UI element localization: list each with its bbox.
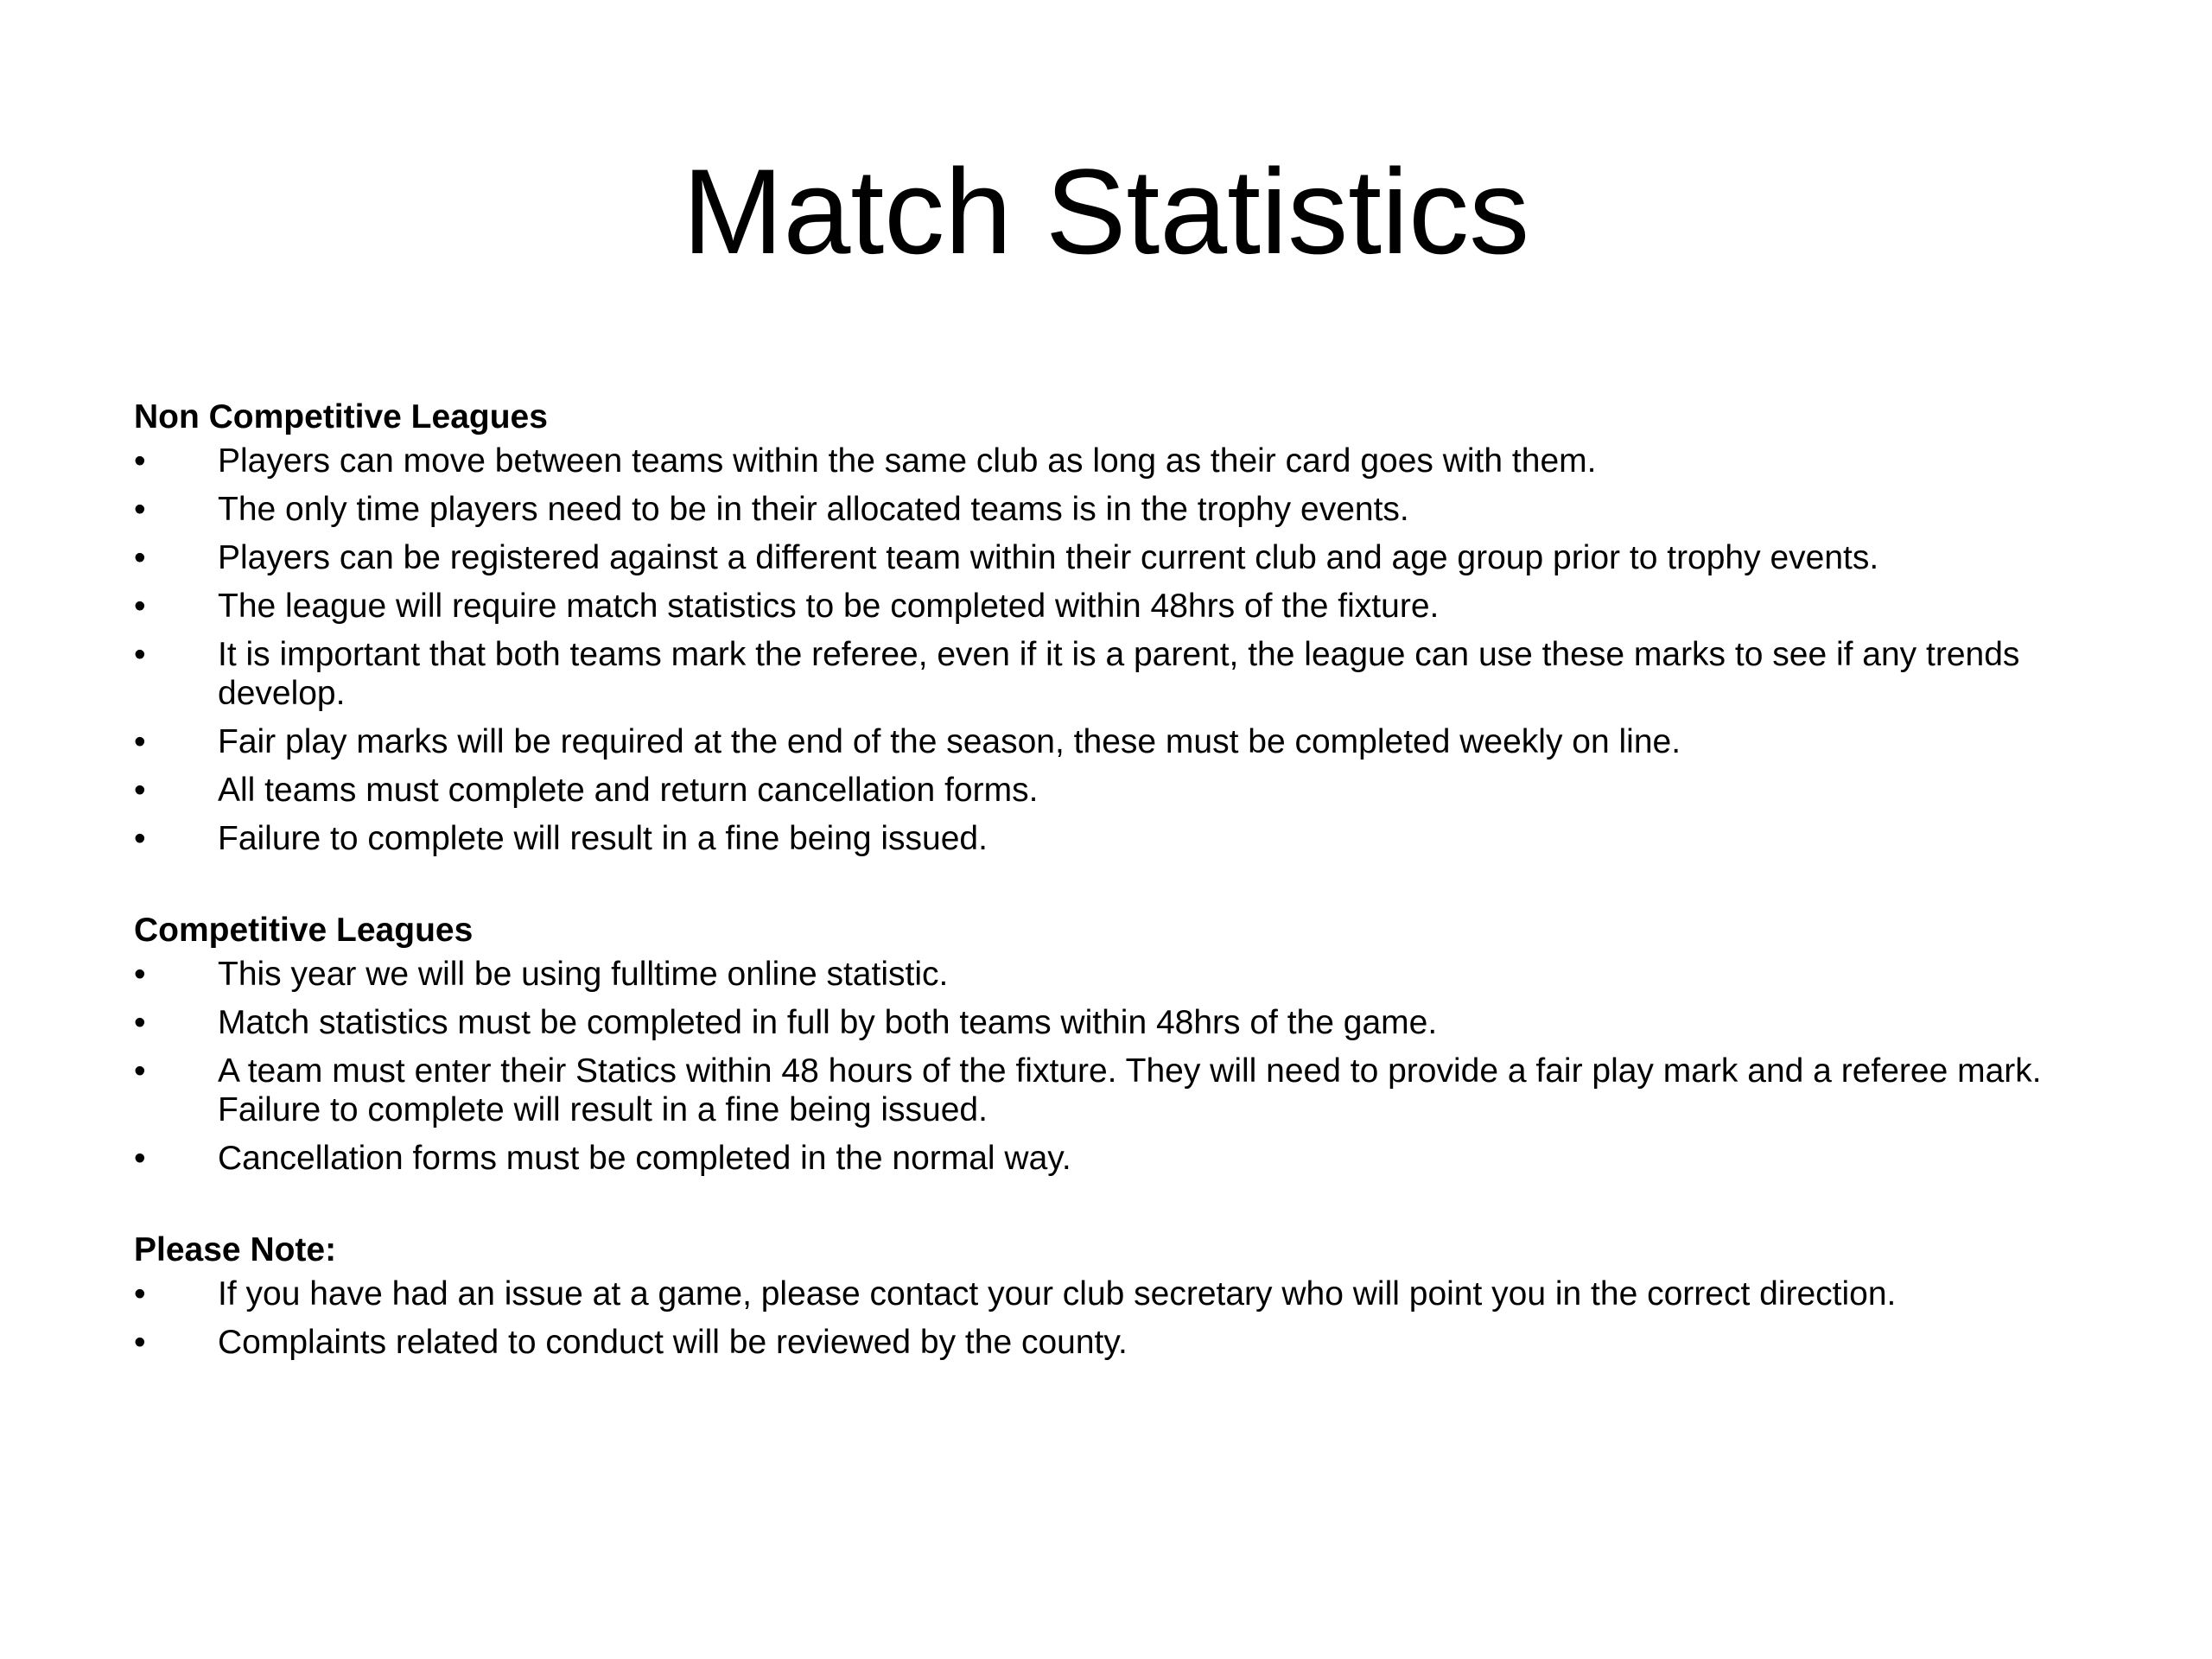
bullet-item — [134, 722, 2121, 761]
bullet-icon: • — [134, 1052, 146, 1090]
bullet-icon: • — [134, 588, 146, 625]
bullet-icon: • — [134, 1140, 146, 1177]
bullet-icon: • — [134, 1324, 146, 1361]
bullet-item — [134, 819, 2121, 858]
bullet-item — [134, 442, 2121, 480]
bullet-text: Cancellation forms must be completed in the normal way. — [218, 1140, 1071, 1177]
bullet-text: Players can be registered against a different team within their current club and age group prior to trophy events. — [218, 539, 1879, 576]
slide-content — [134, 393, 2121, 1410]
bullet-text: Complaints related to conduct will be reviewed by the county. — [218, 1324, 1128, 1361]
bullet-text: The league will require match statistics to be completed within 48hrs of the fixture. — [218, 588, 1440, 625]
bullet-item — [134, 635, 2121, 713]
bullet-list — [134, 1274, 2121, 1362]
bullet-icon: • — [134, 491, 146, 528]
bullet-icon: • — [134, 442, 146, 480]
section-competitive-leagues — [134, 906, 2121, 1178]
section-heading: Please Note: — [134, 1231, 337, 1268]
bullet-item — [134, 955, 2121, 994]
bullet-icon: • — [134, 1275, 146, 1313]
section-heading: Competitive Leagues — [134, 912, 474, 949]
bullet-icon: • — [134, 820, 146, 857]
bullet-icon: • — [134, 723, 146, 760]
section-heading: Non Competitive Leagues — [134, 398, 548, 435]
bullet-text: It is important that both teams mark the referee, even if it is a parent, the league can use these marks to see if any trends develop. — [218, 636, 2020, 712]
bullet-text: Match statistics must be completed in full by both teams within 48hrs of the game. — [218, 1004, 1438, 1041]
slide-title: Match Statistics — [682, 143, 1530, 279]
bullet-text: The only time players need to be in their allocated teams is in the trophy events. — [218, 491, 1409, 528]
bullet-item — [134, 1052, 2121, 1129]
bullet-text: Players can move between teams within the same club as long as their card goes with them. — [218, 442, 1597, 480]
bullet-item — [134, 1274, 2121, 1313]
bullet-icon: • — [134, 539, 146, 576]
bullet-text: This year we will be using fulltime online statistic. — [218, 956, 949, 993]
bullet-list — [134, 955, 2121, 1178]
bullet-icon: • — [134, 636, 146, 673]
bullet-icon: • — [134, 1004, 146, 1041]
bullet-list — [134, 442, 2121, 858]
bullet-text: A team must enter their Statics within 48 hours of the fixture. They will need to provide a fair play mark and a referee mark. Failure to complete will result in a fine being issued. — [218, 1052, 2042, 1128]
bullet-item — [134, 538, 2121, 577]
bullet-text: If you have had an issue at a game, please contact your club secretary who will point you in the correct direction. — [218, 1275, 1897, 1313]
bullet-icon: • — [134, 772, 146, 809]
bullet-text: Fair play marks will be required at the end of the season, these must be completed weekly on line. — [218, 723, 1681, 760]
bullet-item — [134, 771, 2121, 810]
section-non-competitive-leagues — [134, 393, 2121, 858]
bullet-item — [134, 1139, 2121, 1178]
bullet-text: All teams must complete and return cancellation forms. — [218, 772, 1039, 809]
bullet-icon: • — [134, 956, 146, 993]
bullet-item — [134, 490, 2121, 529]
bullet-item — [134, 1323, 2121, 1362]
section-please-note — [134, 1226, 2121, 1362]
bullet-item — [134, 1003, 2121, 1042]
bullet-item — [134, 587, 2121, 626]
bullet-text: Failure to complete will result in a fine being issued. — [218, 820, 988, 857]
